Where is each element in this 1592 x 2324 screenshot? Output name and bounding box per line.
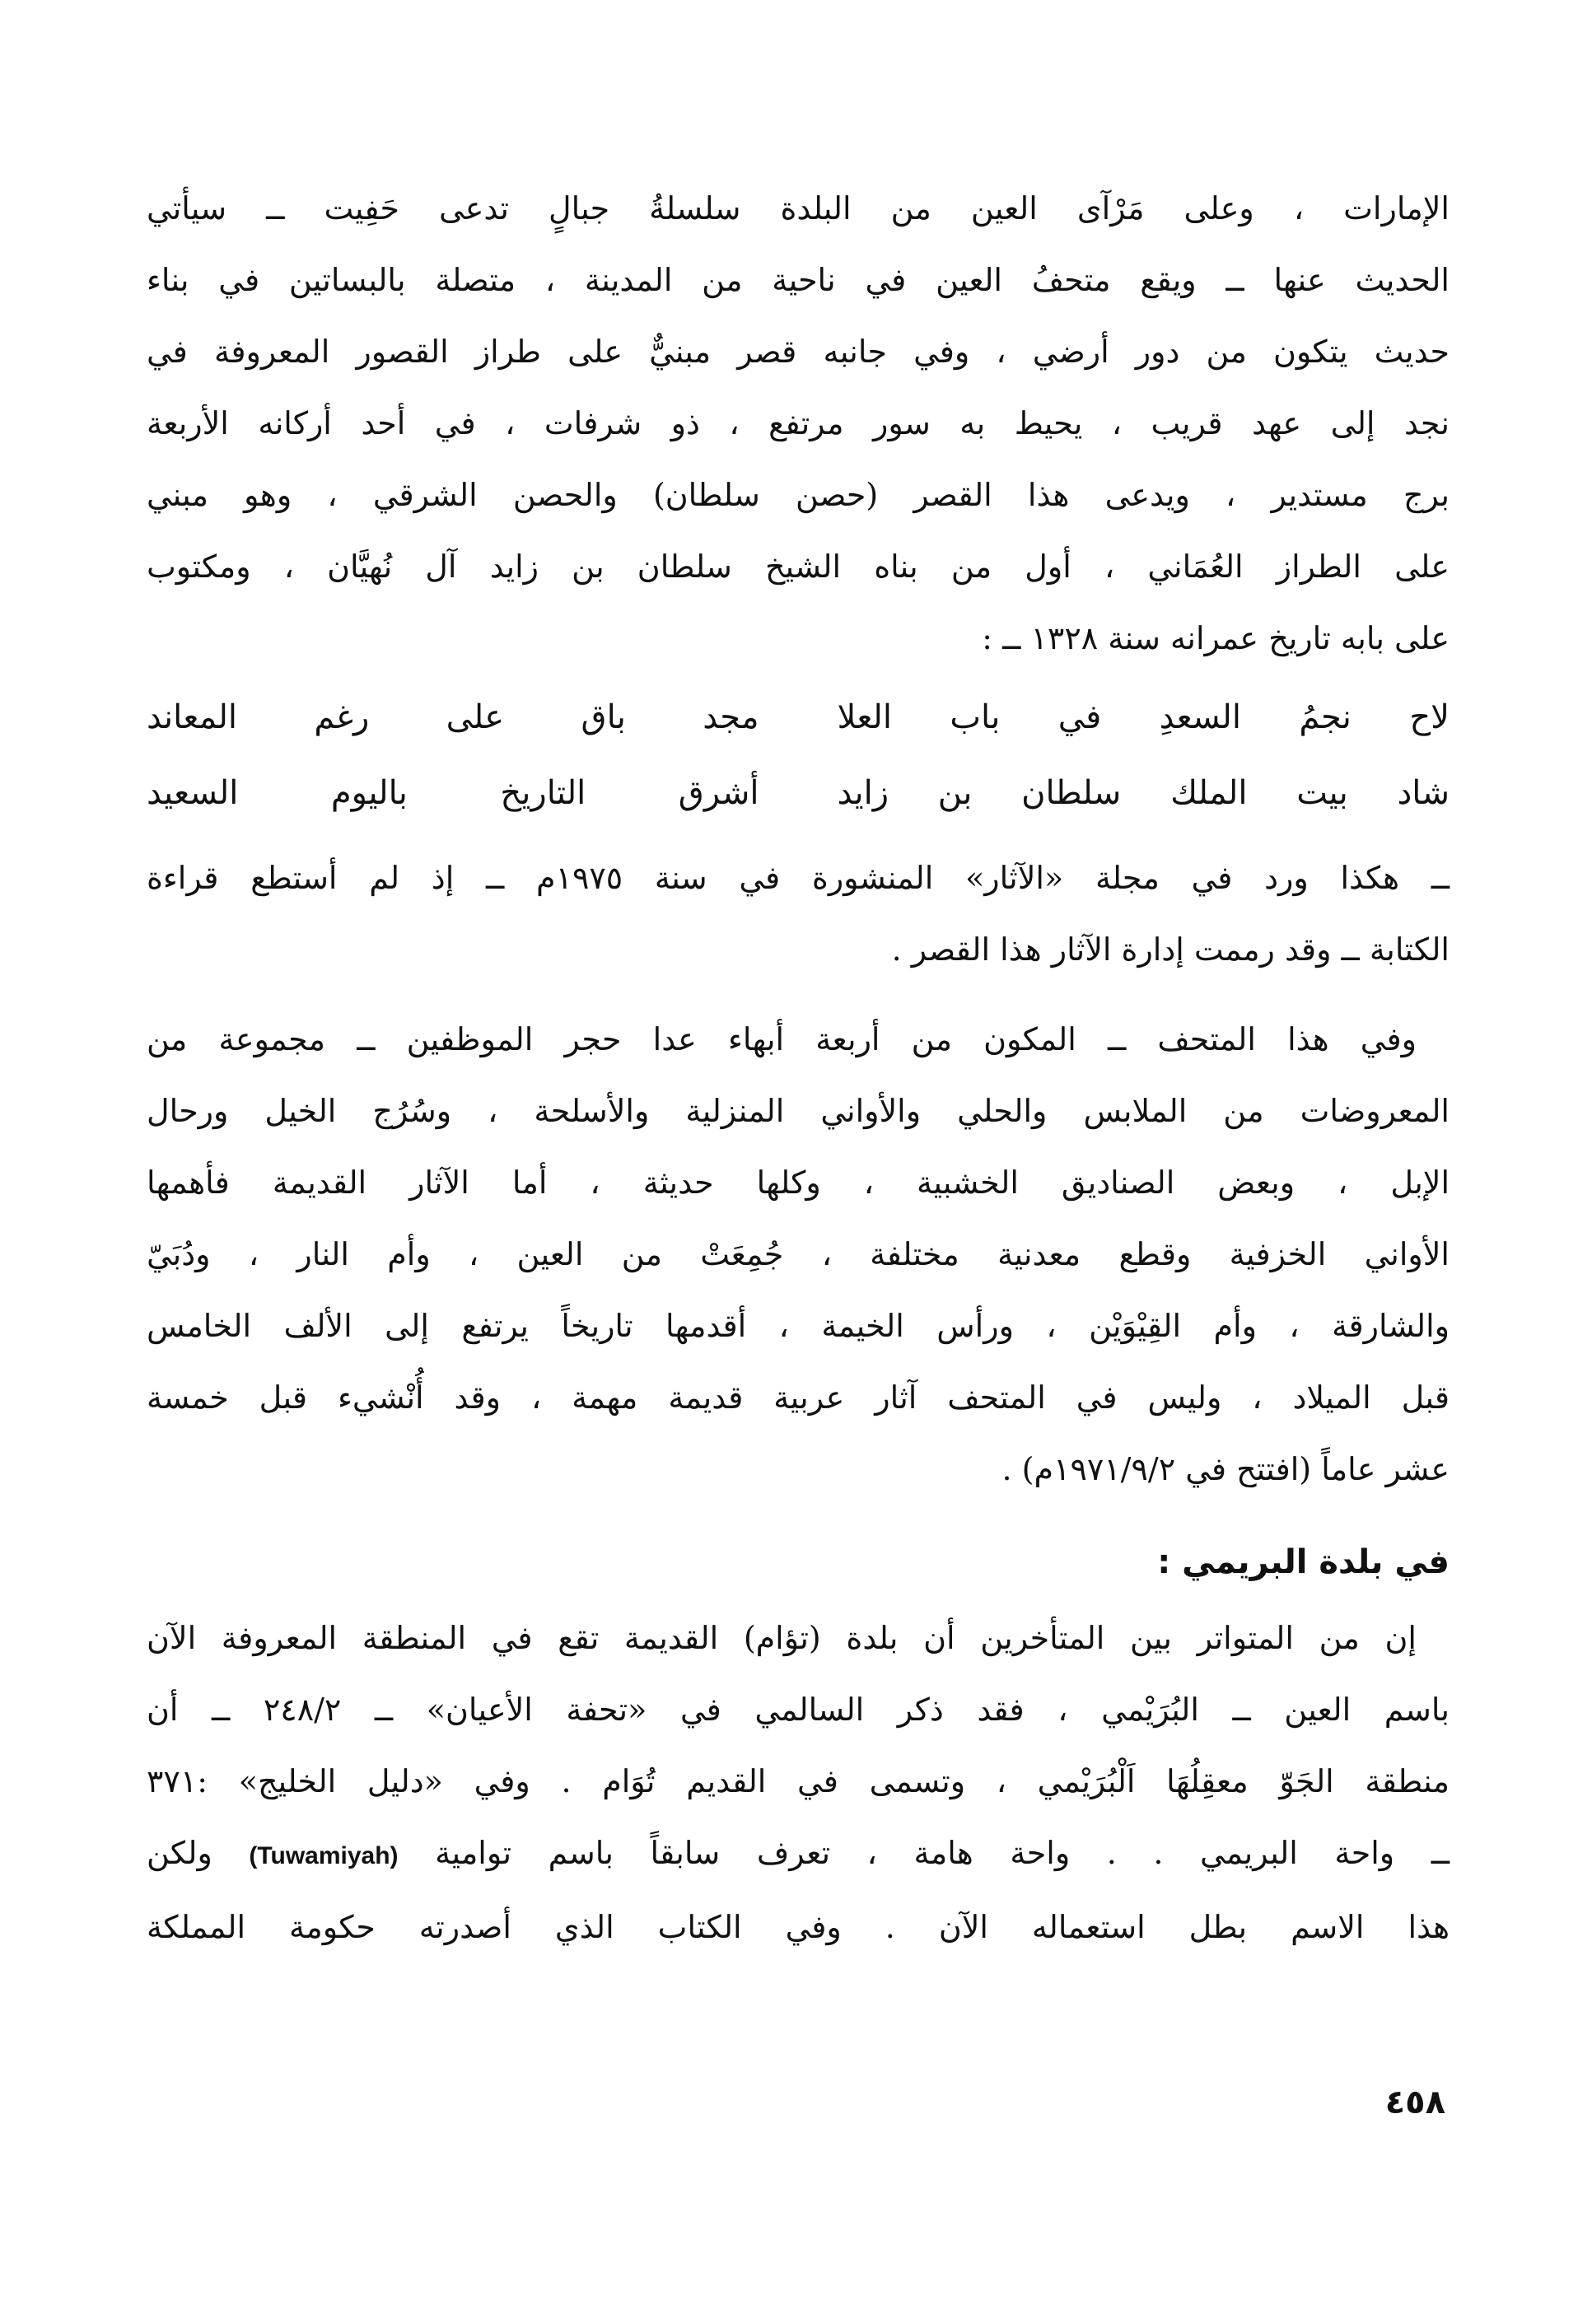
text-line: باسم العين ــ البُرَيْمي ، فقد ذكر السالمي في «تحفة الأعيان» ــ ٢٤٨/٢ ــ أن xyxy=(147,1692,1450,1728)
text-line: على الطراز العُمَاني ، أول من بناه الشيخ سلطان بن زايد آل نُهيَّان ، ومكتوب xyxy=(147,548,1450,585)
text-segment: ولكن xyxy=(147,1835,212,1871)
text-line: منطقة الجَوّ معقِلُهَا اَلْبُرَيْمي ، وتسمى في القديم تُوَام . وفي «دليل الخليج» :٣٧١ xyxy=(147,1763,1450,1799)
poem-verse xyxy=(147,679,1450,755)
paragraph-museum-contents xyxy=(147,1004,1450,1505)
paragraph-athar-magazine xyxy=(147,842,1450,986)
text-line: هذا الاسم بطل استعماله الآن . وفي الكتاب الذي أصدرته حكومة المملكة xyxy=(147,1909,1450,1945)
text-line: الأواني الخزفية وقطع معدنية مختلفة ، جُمِعَتْ من العين ، وأم النار ، ودُبَيّ xyxy=(147,1236,1450,1272)
text-line: الحديث عنها ــ ويقع متحفُ العين في ناحية من المدينة ، متصلة بالبساتين في بناء xyxy=(147,262,1450,298)
paragraph-al-ain-museum xyxy=(147,173,1450,674)
text-line: وفي هذا المتحف ــ المكون من أربعة أبهاء عدا حجر الموظفين ــ مجموعة من xyxy=(147,1021,1417,1057)
page-number: ٤٥٨ xyxy=(1384,2084,1445,2121)
latin-term: (Tuwamiyah) xyxy=(249,1842,399,1869)
text-line: برج مستدير ، ويدعى هذا القصر (حصن سلطان) والحصن الشرقي ، وهو مبني xyxy=(147,477,1450,513)
text-line: قبل الميلاد ، وليس في المتحف آثار عربية قديمة مهمة ، وقد أُنْشيء قبل خمسة xyxy=(147,1379,1450,1416)
poem-hemistich-first: لاح نجمُ السعدِ في باب العلا xyxy=(837,698,1450,736)
text-line: المعروضات من الملابس والحلي والأواني المنزلية والأسلحة ، وسُرُج الخيل ورحال xyxy=(147,1093,1450,1129)
text-segment: ــ واحة البريمي . . واحة هامة ، تعرف سابقاً باسم توامية xyxy=(435,1835,1450,1871)
text-line: عشر عاماً (افتتح في ١٩٧١/٩/٢م) . xyxy=(1001,1451,1450,1487)
text-line: ــ هكذا ورد في مجلة «الآثار» المنشورة في سنة ١٩٧٥م ــ إذ لم أستطع قراءة xyxy=(147,860,1450,896)
poem-hemistich-first: شاد بيت الملك سلطان بن زايد xyxy=(837,774,1450,812)
text-line: نجد إلى عهد قريب ، يحيط به سور مرتفع ، ذو شرفات ، في أحد أركانه الأربعة xyxy=(147,405,1450,441)
poem-inscription xyxy=(147,679,1450,831)
text-line: على بابه تاريخ عمرانه سنة ١٣٢٨ ــ : xyxy=(982,620,1450,656)
poem-verse xyxy=(147,755,1450,831)
text-line: الكتابة ــ وقد رممت إدارة الآثار هذا القصر . xyxy=(891,931,1450,968)
section-heading: في بلدة البريمي : xyxy=(1157,1543,1450,1581)
text-line: حديث يتكون من دور أرضي ، وفي جانبه قصر مبنيٌّ على طراز القصور المعروفة في xyxy=(147,334,1450,370)
text-line: الإبل ، وبعض الصناديق الخشبية ، وكلها حديثة ، أما الآثار القديمة فأهمها xyxy=(147,1164,1450,1201)
paragraph-buraimi xyxy=(147,1603,1450,1963)
book-page xyxy=(147,173,1450,2281)
text-line-mixed xyxy=(147,1818,1450,1892)
text-line: إن من المتواتر بين المتأخرين أن بلدة (تؤام) القديمة تقع في المنطقة المعروفة الآن xyxy=(147,1620,1417,1656)
text-line: والشارقة ، وأم القِيْوَيْن ، ورأس الخيمة ، أقدمها تاريخاً يرتفع إلى الألف الخامس xyxy=(147,1308,1450,1344)
poem-hemistich-second: أشرق التاريخ باليوم السعيد xyxy=(147,774,759,812)
poem-hemistich-second: مجد باق على رغم المعاند xyxy=(147,698,759,736)
text-line: الإمارات ، وعلى مَرْآى العين من البلدة سلسلةُ جبالٍ تدعى حَفِيت ــ سيأتي xyxy=(147,190,1450,226)
